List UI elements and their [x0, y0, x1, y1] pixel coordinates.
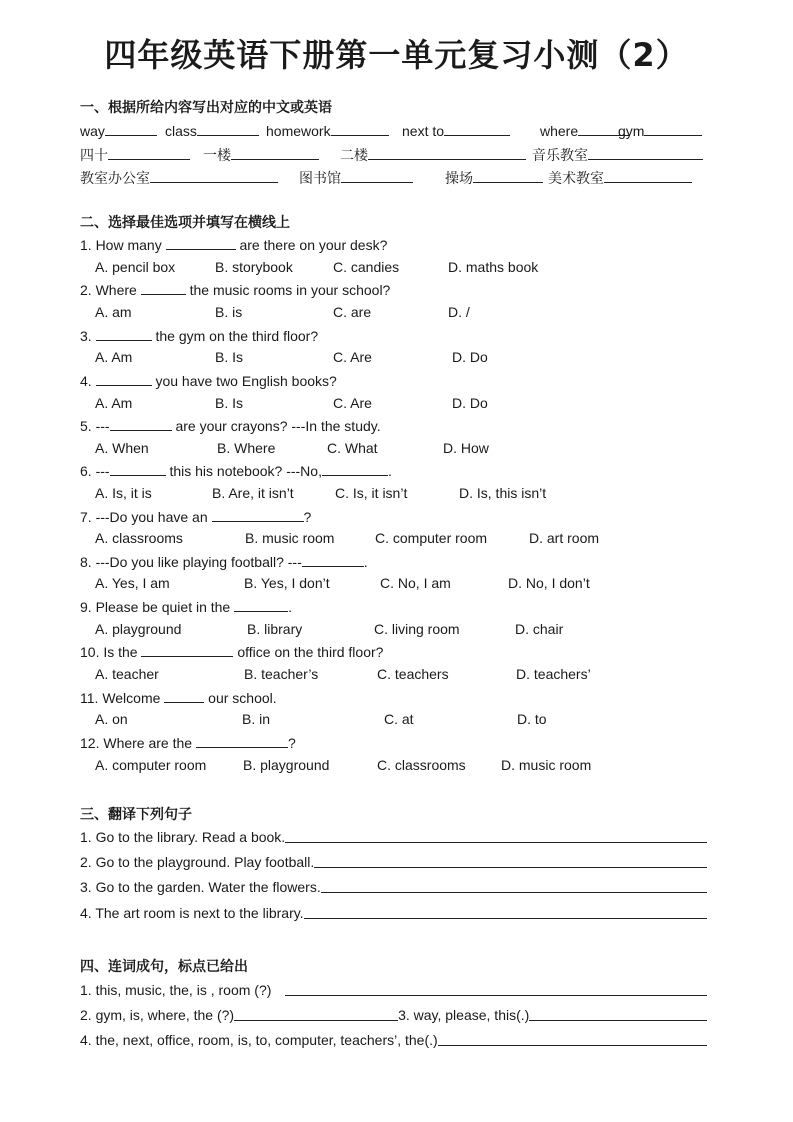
vocab-word: next to: [402, 123, 445, 139]
vocab-word: 图书馆: [299, 170, 341, 186]
question-12: 12. Where are the ?: [80, 735, 296, 751]
answer-blank[interactable]: [444, 122, 510, 136]
option-b[interactable]: B. Are, it isn’t: [212, 485, 294, 501]
option-c[interactable]: C. teachers: [377, 666, 449, 682]
option-b[interactable]: B. library: [247, 621, 303, 637]
question-1: 1. How many are there on your desk?: [80, 237, 388, 253]
answer-blank[interactable]: [141, 281, 186, 295]
answer-blank[interactable]: [212, 508, 304, 522]
vocab-word: homework: [266, 123, 331, 139]
option-d[interactable]: D. to: [517, 711, 547, 727]
answer-blank[interactable]: [302, 553, 364, 567]
option-b[interactable]: B. Is: [215, 349, 244, 365]
answer-line[interactable]: [321, 879, 707, 893]
option-c[interactable]: C. living room: [374, 621, 460, 637]
option-d[interactable]: D. No, I don’t: [508, 575, 590, 591]
vocab-word: 四十: [80, 147, 108, 163]
answer-blank[interactable]: [166, 236, 236, 250]
order-sentence-row-2: [80, 1007, 707, 1023]
section-4-heading: 四、连词成句，标点已给出: [80, 959, 248, 975]
option-b[interactable]: B. Yes, I don’t: [244, 575, 330, 591]
section-2-heading: 二、选择最佳选项并填写在横线上: [80, 215, 290, 231]
option-c[interactable]: C. classrooms: [377, 757, 466, 773]
option-d[interactable]: D. Do: [452, 349, 488, 365]
answer-blank[interactable]: [141, 643, 233, 657]
translate-sentence-4: 4. The art room is next to the library.: [80, 905, 707, 921]
answer-line[interactable]: [285, 829, 707, 843]
option-d[interactable]: D. teachers’: [516, 666, 591, 682]
option-a[interactable]: A. teacher: [95, 666, 159, 682]
option-d[interactable]: D. Is, this isn’t: [459, 485, 547, 501]
vocab-word: 教室办公室: [80, 170, 150, 186]
translate-sentence-3: 3. Go to the garden. Water the flowers.: [80, 879, 707, 895]
question-4: 4. you have two English books?: [80, 373, 337, 389]
option-a[interactable]: A. playground: [95, 621, 182, 637]
option-b[interactable]: B. Where: [217, 440, 276, 456]
answer-blank[interactable]: [110, 462, 166, 476]
vocab-word: class: [165, 123, 197, 139]
answer-line[interactable]: [438, 1032, 707, 1046]
option-b[interactable]: B. Is: [215, 395, 244, 411]
answer-blank[interactable]: [368, 146, 526, 160]
option-a[interactable]: A. computer room: [95, 757, 207, 773]
answer-line[interactable]: [314, 854, 707, 868]
option-b[interactable]: B. playground: [243, 757, 330, 773]
answer-blank[interactable]: [150, 169, 278, 183]
option-b[interactable]: B. storybook: [215, 259, 293, 275]
option-a[interactable]: A. classrooms: [95, 530, 183, 546]
option-a[interactable]: A. Yes, I am: [95, 575, 170, 591]
order-sentence-4: 4. the, next, office, room, is, to, computer, teachers’, the(.): [80, 1032, 707, 1048]
option-c[interactable]: C. at: [384, 711, 414, 727]
option-a[interactable]: A. Am: [95, 395, 133, 411]
option-d[interactable]: D. music room: [501, 757, 592, 773]
answer-blank[interactable]: [234, 598, 288, 612]
option-d[interactable]: D. Do: [452, 395, 488, 411]
answer-blank[interactable]: [110, 417, 172, 431]
option-a[interactable]: A. on: [95, 711, 128, 727]
answer-blank[interactable]: [644, 122, 702, 136]
answer-blank[interactable]: [341, 169, 413, 183]
option-c[interactable]: C. Is, it isn’t: [335, 485, 408, 501]
option-a[interactable]: A. Is, it is: [95, 485, 152, 501]
option-b[interactable]: B. is: [215, 304, 243, 320]
option-a[interactable]: A. Am: [95, 349, 133, 365]
vocab-word: 音乐教室: [532, 147, 588, 163]
question-7: 7. ---Do you have an ?: [80, 509, 312, 525]
question-10: 10. Is the office on the third floor?: [80, 644, 384, 660]
answer-blank[interactable]: [96, 327, 152, 341]
option-c[interactable]: C. No, I am: [380, 575, 451, 591]
answer-blank[interactable]: [105, 122, 157, 136]
answer-line[interactable]: [285, 982, 707, 996]
answer-blank[interactable]: [331, 122, 389, 136]
order-sentence-3: 3. way, please, this(.): [398, 1007, 530, 1023]
section-1-heading: 一、根据所给内容写出对应的中文或英语: [80, 100, 332, 116]
answer-blank[interactable]: [164, 689, 204, 703]
option-d[interactable]: D. /: [448, 304, 470, 320]
translate-sentence-2: 2. Go to the playground. Play football.: [80, 854, 707, 870]
option-d[interactable]: D. art room: [529, 530, 600, 546]
vocab-word: 二楼: [340, 147, 368, 163]
answer-line[interactable]: [529, 1007, 707, 1021]
vocab-word: 一楼: [203, 147, 231, 163]
vocab-word: 操场: [445, 170, 473, 186]
answer-line[interactable]: [304, 905, 707, 919]
question-6: 6. --- this his notebook? ---No, .: [80, 463, 392, 479]
order-sentence-1: 1. this, music, the, is , room (?): [80, 982, 707, 998]
option-d[interactable]: D. maths book: [448, 259, 539, 275]
option-a[interactable]: A. pencil box: [95, 259, 176, 275]
question-8: 8. ---Do you like playing football? --- .: [80, 554, 368, 570]
page-title: 四年级英语下册第一单元复习小测（2）: [104, 36, 689, 74]
vocab-word: way: [80, 123, 105, 139]
vocab-word: gym: [618, 123, 645, 139]
answer-blank[interactable]: [96, 372, 152, 386]
vocab-word: where: [540, 123, 579, 139]
option-c[interactable]: C. candies: [333, 259, 400, 275]
section-3-heading: 三、翻译下列句子: [80, 807, 192, 823]
answer-blank[interactable]: [604, 169, 692, 183]
answer-blank[interactable]: [231, 146, 319, 160]
question-3: 3. the gym on the third floor?: [80, 328, 319, 344]
option-c[interactable]: C. Are: [333, 349, 372, 365]
answer-line[interactable]: [234, 1007, 398, 1021]
option-b[interactable]: B. music room: [245, 530, 335, 546]
answer-blank[interactable]: [473, 169, 543, 183]
option-a[interactable]: A. When: [95, 440, 149, 456]
option-b[interactable]: B. in: [242, 711, 271, 727]
question-5: 5. --- are your crayons? ---In the study.: [80, 418, 381, 434]
answer-blank[interactable]: [197, 122, 259, 136]
option-d[interactable]: D. How: [443, 440, 489, 456]
question-9: 9. Please be quiet in the .: [80, 599, 292, 615]
option-b[interactable]: B. teacher’s: [244, 666, 319, 682]
answer-blank[interactable]: [196, 734, 288, 748]
question-2: 2. Where the music rooms in your school?: [80, 282, 391, 298]
option-a[interactable]: A. am: [95, 304, 132, 320]
translate-sentence-1: 1. Go to the library. Read a book.: [80, 829, 707, 845]
answer-blank[interactable]: [588, 146, 703, 160]
option-c[interactable]: C. Are: [333, 395, 372, 411]
answer-blank[interactable]: [322, 462, 388, 476]
option-d[interactable]: D. chair: [515, 621, 564, 637]
order-sentence-2: 2. gym, is, where, the (?): [80, 1007, 235, 1023]
option-c[interactable]: C. computer room: [375, 530, 488, 546]
option-c[interactable]: C. are: [333, 304, 372, 320]
question-11: 11. Welcome our school.: [80, 690, 277, 706]
answer-blank[interactable]: [108, 146, 190, 160]
vocab-word: 美术教室: [548, 170, 604, 186]
option-c[interactable]: C. What: [327, 440, 378, 456]
